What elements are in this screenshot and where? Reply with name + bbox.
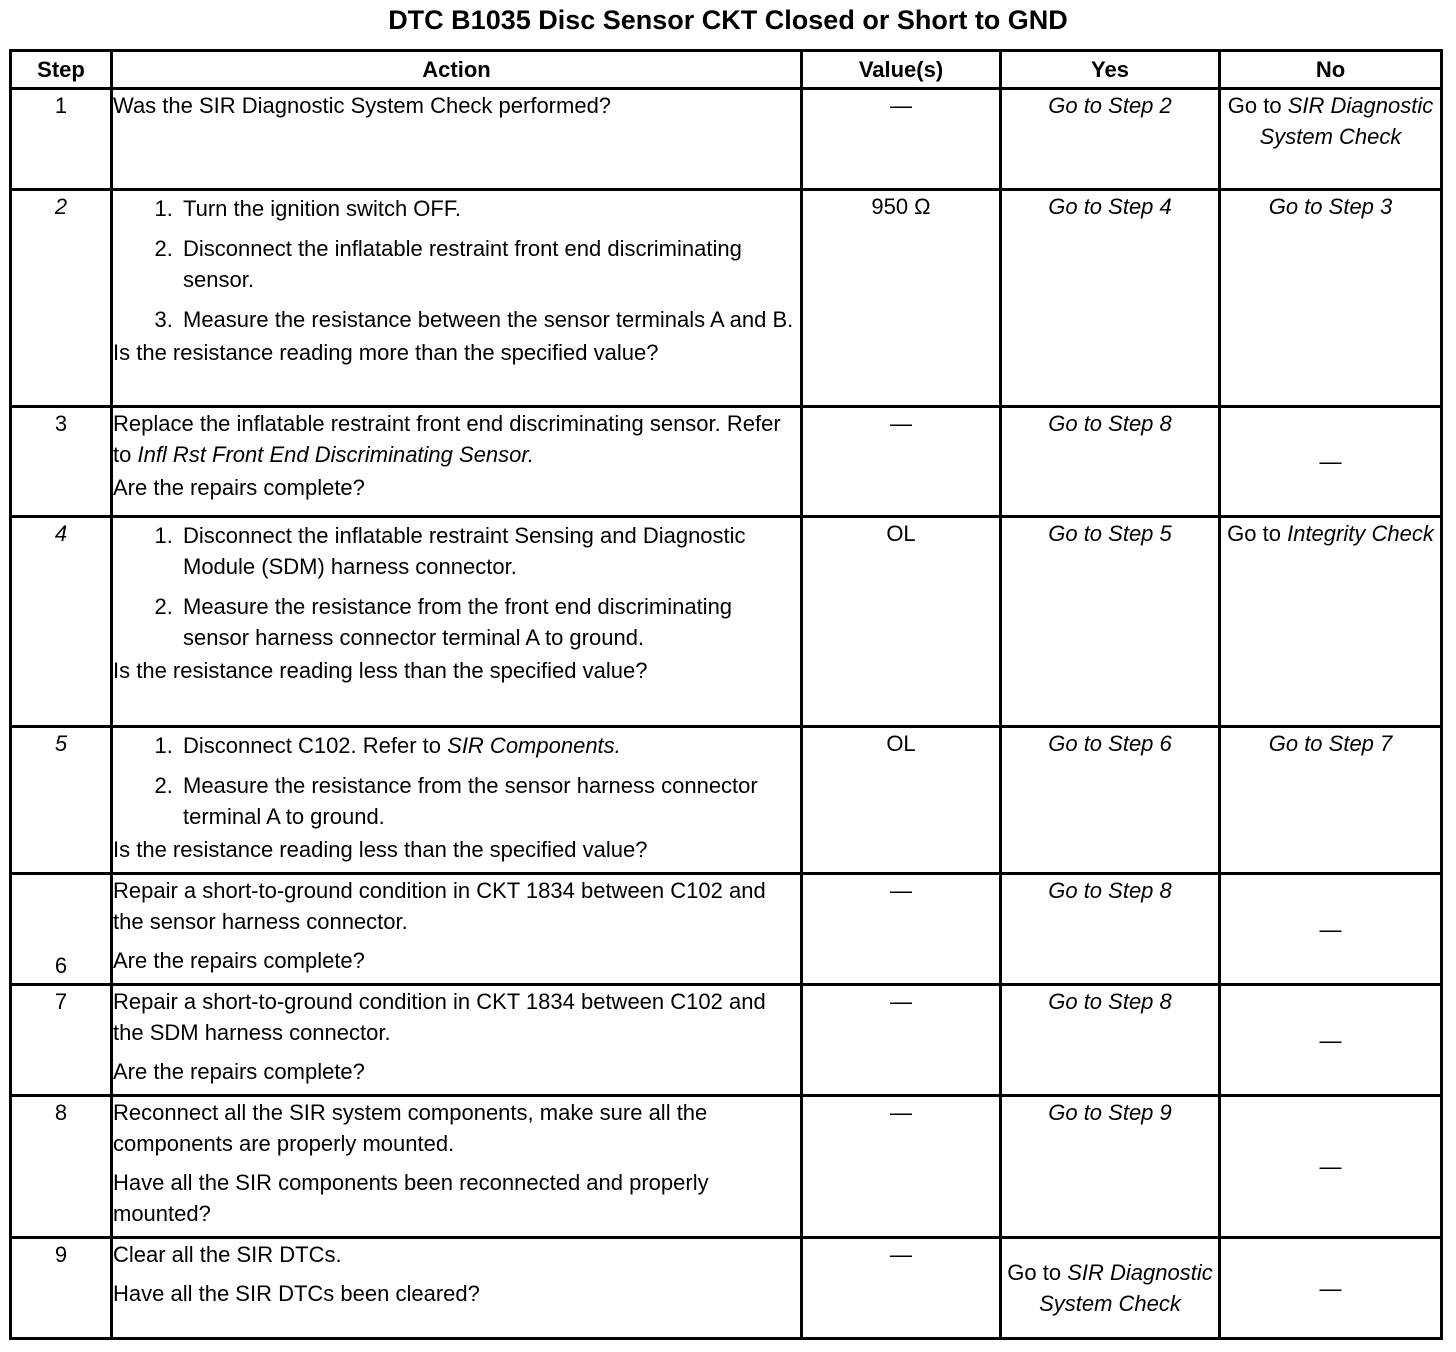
action-cell: [112, 517, 802, 727]
header-values: Value(s): [802, 51, 1001, 89]
action-text: Was the SIR Diagnostic System Check performed?: [113, 93, 612, 118]
action-item: 2. Disconnect the inflatable restraint front end discriminating sensor.: [179, 233, 800, 295]
action-text: Clear all the SIR DTCs.: [113, 1242, 342, 1267]
yes-cell: Go to Step 9: [1001, 1096, 1220, 1238]
step-number: 9: [11, 1238, 112, 1339]
no-text: Go to: [1227, 93, 1288, 118]
action-cell: [112, 89, 802, 190]
action-question: Have all the SIR components been reconnected and properly mounted?: [113, 1170, 709, 1226]
yes-cell: [1001, 1238, 1220, 1339]
step-number: 4: [11, 517, 112, 727]
diagnostic-table: [9, 49, 1443, 1340]
action-text: [113, 408, 800, 470]
action-list: [113, 193, 800, 335]
yes-cell: Go to Step 4: [1001, 190, 1220, 407]
no-cell: [1220, 89, 1442, 190]
action-reference: SIR Components.: [447, 733, 621, 758]
action-list: [113, 730, 800, 832]
action-text: Repair a short-to-ground condition in CKT 1834 between C102 and the SDM harness connector.: [113, 989, 766, 1045]
action-text: Reconnect all the SIR system components, make sure all the components are properly mounted.: [113, 1100, 708, 1156]
action-item: 2. Measure the resistance from the sensor harness connector terminal A to ground.: [179, 770, 800, 832]
step-number: 2: [11, 190, 112, 407]
no-reference: Integrity Check: [1287, 521, 1434, 546]
step-number: 7: [11, 985, 112, 1096]
action-cell: [112, 985, 802, 1096]
yes-cell: Go to Step 2: [1001, 89, 1220, 190]
step-number: 3: [11, 407, 112, 517]
yes-cell: Go to Step 8: [1001, 874, 1220, 985]
action-item: 1. Disconnect the inflatable restraint Sensing and Diagnostic Module (SDM) harness connector.: [179, 520, 800, 582]
action-question: Is the resistance reading more than the specified value?: [113, 340, 659, 365]
header-no: No: [1220, 51, 1442, 89]
table-row: [11, 727, 1442, 874]
header-step: Step: [11, 51, 112, 89]
header-yes: Yes: [1001, 51, 1220, 89]
step-number: 8: [11, 1096, 112, 1238]
table-row: [11, 1096, 1442, 1238]
yes-cell: Go to Step 6: [1001, 727, 1220, 874]
no-cell: —: [1220, 1096, 1442, 1238]
yes-text: Go to: [1007, 1260, 1068, 1285]
action-question: Are the repairs complete?: [113, 1059, 365, 1084]
no-cell: Go to Step 7: [1220, 727, 1442, 874]
no-cell: —: [1220, 1238, 1442, 1339]
page-title: DTC B1035 Disc Sensor CKT Closed or Short to GND: [388, 5, 1068, 35]
value-cell: —: [802, 1096, 1001, 1238]
action-question: Are the repairs complete?: [113, 475, 365, 500]
no-cell: [1220, 517, 1442, 727]
action-item: 2. Measure the resistance from the front end discriminating sensor harness connector terminal A to ground.: [179, 591, 800, 653]
action-text: Repair a short-to-ground condition in CKT 1834 between C102 and the sensor harness connector.: [113, 878, 766, 934]
action-list: [113, 520, 800, 653]
action-cell: [112, 1238, 802, 1339]
table-row: [11, 874, 1442, 985]
value-cell: —: [802, 89, 1001, 190]
no-cell: —: [1220, 874, 1442, 985]
table-row: [11, 407, 1442, 517]
action-item-text: Disconnect C102. Refer to: [183, 733, 448, 758]
value-cell: OL: [802, 517, 1001, 727]
yes-cell: Go to Step 8: [1001, 985, 1220, 1096]
value-cell: OL: [802, 727, 1001, 874]
table-row: [11, 89, 1442, 190]
no-cell: —: [1220, 985, 1442, 1096]
table-row: [11, 190, 1442, 407]
table-row: [11, 1238, 1442, 1339]
action-question: Is the resistance reading less than the specified value?: [113, 837, 648, 862]
action-question: Have all the SIR DTCs been cleared?: [113, 1281, 480, 1306]
step-number: 1: [11, 89, 112, 190]
value-cell: 950 Ω: [802, 190, 1001, 407]
value-cell: —: [802, 407, 1001, 517]
action-text-main: Replace the inflatable restraint front end discriminating sensor. Refer to: [113, 411, 781, 467]
value-cell: —: [802, 985, 1001, 1096]
action-item: [179, 730, 800, 761]
table-row: [11, 517, 1442, 727]
yes-reference: SIR Diagnostic System Check: [1039, 1260, 1213, 1316]
action-cell: [112, 874, 802, 985]
yes-cell: Go to Step 8: [1001, 407, 1220, 517]
action-reference: Infl Rst Front End Discriminating Sensor.: [137, 442, 535, 467]
action-question: Are the repairs complete?: [113, 948, 365, 973]
action-cell: [112, 407, 802, 517]
value-cell: —: [802, 1238, 1001, 1339]
step-number: 5: [11, 727, 112, 874]
action-item: 1. Turn the ignition switch OFF.: [179, 193, 800, 224]
header-row: [11, 51, 1442, 89]
action-cell: [112, 727, 802, 874]
value-cell: —: [802, 874, 1001, 985]
step-number: 6: [11, 874, 112, 985]
no-text: Go to: [1227, 521, 1288, 546]
table-row: [11, 985, 1442, 1096]
no-cell: Go to Step 3: [1220, 190, 1442, 407]
no-cell: —: [1220, 407, 1442, 517]
yes-cell: Go to Step 5: [1001, 517, 1220, 727]
no-reference: SIR Diagnostic System Check: [1259, 93, 1434, 149]
action-cell: [112, 1096, 802, 1238]
action-question: Is the resistance reading less than the specified value?: [113, 658, 648, 683]
action-cell: [112, 190, 802, 407]
header-action: Action: [112, 51, 802, 89]
action-item: 3. Measure the resistance between the sensor terminals A and B.: [179, 304, 800, 335]
